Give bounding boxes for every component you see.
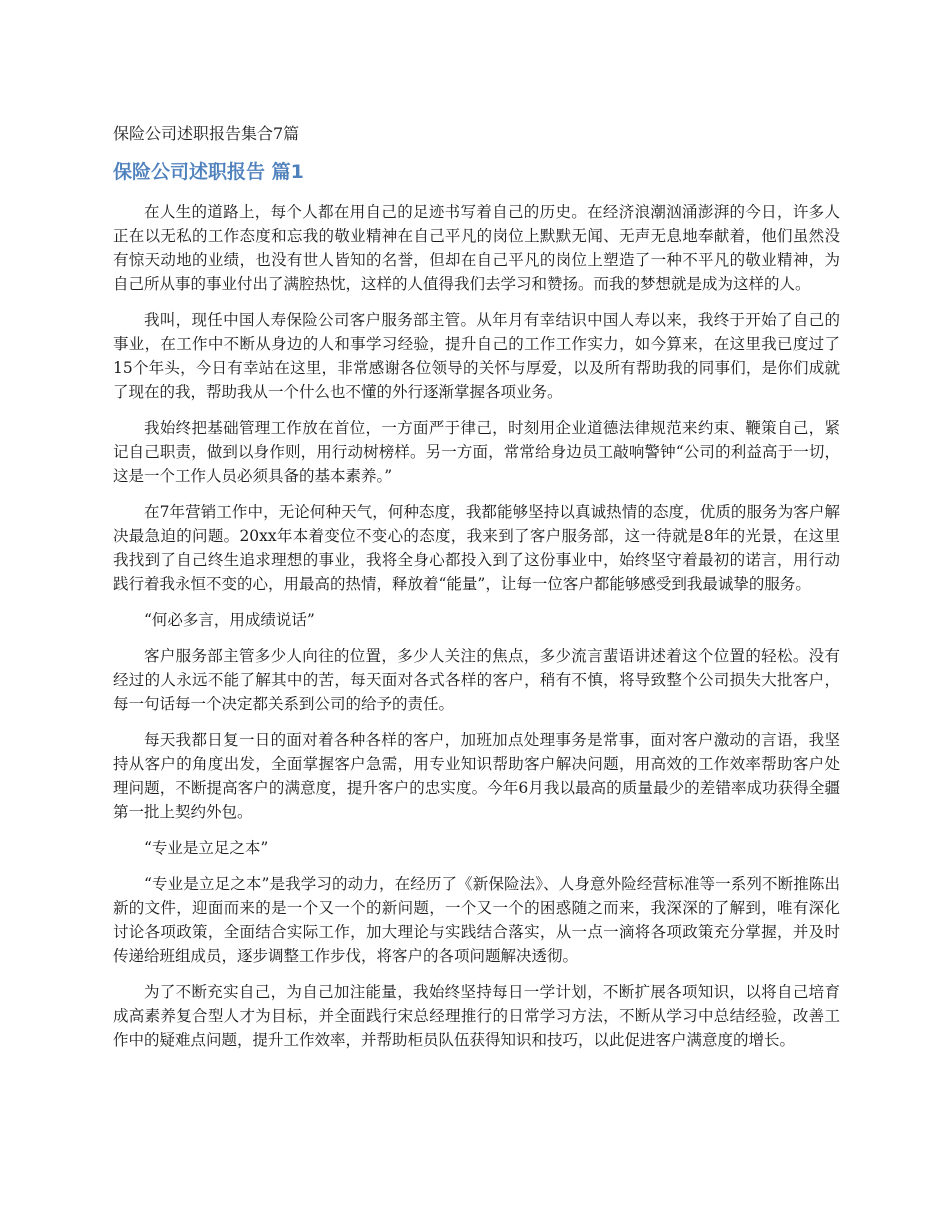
paragraph-3: 我始终把基础管理工作放在首位，一方面严于律己，时刻用企业道德法律规范来约束、鞭策自己，紧记自己职责，做到以身作则，用行动树榜样。另一方面，常常给身边员工敲响警钟“公司的利益高于一切，这是一个工作人员必须具备的基本素养。” [113, 419, 840, 485]
paragraph-5-quote: “何必多言，用成绩说话” [144, 611, 315, 629]
paragraph-2: 我叫，现任中国人寿保险公司客户服务部主管。从年月有幸结识中国人寿以来，我终于开始了自己的事业，在工作中不断从身边的人和事学习经验，提升自己的工作工作实力，如今算来，在这里我已度过了15个年头，今日有幸站在这里，非常感谢各位领导的关怀与厚爱，以及所有帮助我的同事们，是你们成就了现在的我，帮助我从一个什么也不懂的外行逐渐掌握各项业务。 [113, 311, 840, 401]
paragraph-1: 在人生的道路上，每个人都在用自己的足迹书写着自己的历史。在经济浪潮汹涌澎湃的今日，许多人正在以无私的工作态度和忘我的敬业精神在自己平凡的岗位上默默无闻、无声无息地奉献着，他们虽然没有惊天动地的业绩，也没有世人皆知的名誉，但却在自己平凡的岗位上塑造了一种不平凡的敬业精神，为自己所从事的事业付出了满腔热忱，这样的人值得我们去学习和赞扬。而我的梦想就是成为这样的人。 [113, 203, 840, 293]
paragraph-4: 在7年营销工作中，无论何种天气，何种态度，我都能够坚持以真诚热情的态度，优质的服务为客户解决最急迫的问题。20xx年本着变位不变心的态度，我来到了客户服务部，这一待就是8年的光景，在这里我找到了自己终生追求理想的事业，我将全身心都投入到了这份事业中，始终坚守着最初的诺言，用行动践行着我永恒不变的心，用最高的热情，释放着“能量”，让每一位客户都能够感受到我最诚挚的服务。 [113, 503, 840, 593]
section-heading: 保险公司述职报告 篇1 [113, 161, 304, 183]
document-title: 保险公司述职报告集合7篇 [113, 124, 300, 143]
paragraph-8-quote: “专业是立足之本” [144, 839, 269, 857]
paragraph-7: 每天我都日复一日的面对着各种各样的客户，加班加点处理事务是常事，面对客户激动的言语，我坚持从客户的角度出发，全面掌握客户急需，用专业知识帮助客户解决问题，用高效的工作效率帮助客户处理问题，不断提高客户的满意度，提升客户的忠实度。今年6月我以最高的质量最少的差错率成功获得全疆第一批上契约外包。 [113, 731, 840, 821]
paragraph-6: 客户服务部主管多少人向往的位置，多少人关注的焦点，多少流言蜚语讲述着这个位置的轻松。没有经过的人永远不能了解其中的苦，每天面对各式各样的客户，稍有不慎，将导致整个公司损失大批客户，每一句话每一个决定都关系到公司的给予的责任。 [113, 647, 840, 713]
document-body [113, 122, 840, 1064]
paragraph-10: 为了不断充实自己，为自己加注能量，我始终坚持每日一学计划，不断扩展各项知识，以将自己培育成高素养复合型人才为目标，并全面践行宋总经理推行的日常学习方法，不断从学习中总结经验，改善工作中的疑难点问题，提升工作效率，并帮助柜员队伍获得知识和技巧，以此促进客户满意度的增长。 [113, 983, 840, 1049]
paragraph-9: “专业是立足之本”是我学习的动力，在经历了《新保险法》、人身意外险经营标准等一系列不断推陈出新的文件，迎面而来的是一个又一个的新问题，一个又一个的困惑随之而来，我深深的了解到，唯有深化讨论各项政策，全面结合实际工作，加大理论与实践结合落实，从一点一滴将各项政策充分掌握，并及时传递给班组成员，逐步调整工作步伐，将客户的各项问题解决透彻。 [113, 875, 840, 965]
